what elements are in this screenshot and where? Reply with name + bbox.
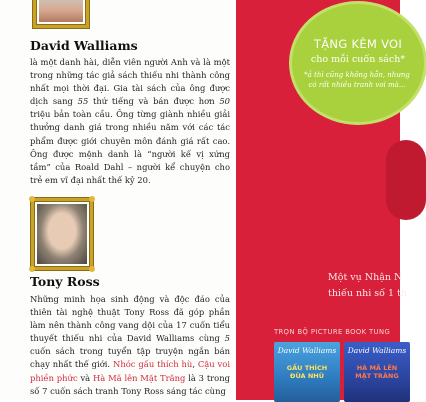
frame-ornament xyxy=(89,196,95,202)
book-author: David Walliams xyxy=(277,346,337,355)
series-label: TRỌN BỘ PICTURE BOOK TUNG xyxy=(274,328,391,336)
book-title: HÀ MÃ LÊN MẶT TRĂNG xyxy=(355,364,399,380)
author-bio xyxy=(30,293,230,398)
book-title-link[interactable]: Hà Mã lên Mặt Trăng xyxy=(92,372,186,383)
bio-text: thứ tiếng và bán được hơn xyxy=(88,96,220,107)
bio-text: là một danh hài, diễn viên người Anh và là một trong những tác giả sách thiếu nhi thành công nhất mọi thời đại. Gia tài sách của ông được dịch sang xyxy=(30,57,230,107)
bio-text: là 3 trong số 7 cuốn sách tranh Tony Ross sáng tác cùng xyxy=(30,372,230,396)
bio-text: cuốn sách trong tuyển tập truyện ngắn bán chạy nhất thế giới. xyxy=(30,346,230,370)
bio-number: 50 xyxy=(219,96,231,107)
right-page xyxy=(236,0,410,400)
author-photo-david-walliams xyxy=(33,0,89,28)
promo-badge xyxy=(292,4,424,122)
book-title: GẤU THÍCH ĐÙA NHÙ xyxy=(286,364,328,380)
promo-line: Một vụ Nhận N xyxy=(328,272,403,283)
frame-ornament xyxy=(29,196,35,202)
frame-ornament xyxy=(29,266,35,272)
bio-text: và xyxy=(77,372,93,383)
bio-text: , xyxy=(192,359,198,370)
badge-subtitle: cho mỗi cuốn sách* xyxy=(310,54,406,65)
author-name: David Walliams xyxy=(30,38,138,53)
promo-line: thiếu nhi số 1 th xyxy=(328,288,407,299)
bio-number: 55 xyxy=(77,96,89,107)
bio-number: 5 xyxy=(224,333,230,344)
book-title-link[interactable]: Nhóc gấu thích hù xyxy=(112,359,193,370)
book-cover xyxy=(344,342,410,402)
book-title-link[interactable]: Cậu voi phiền phức xyxy=(30,359,231,383)
portrait-image xyxy=(39,0,83,22)
elephant-illustration xyxy=(386,140,426,220)
bio-text: Những minh họa sinh động và độc đáo của thiên tài nghệ thuật Tony Ross đã góp phần làm nên thành công vang dội của 17 cuốn tiểu thuyết thiếu nhi của David Walliams cùng xyxy=(30,294,230,344)
badge-title: TẶNG KÈM VOI xyxy=(313,37,403,51)
book-cover xyxy=(274,342,340,402)
author-name: Tony Ross xyxy=(30,274,100,289)
author-photo-tony-ross xyxy=(31,198,93,270)
book-author: David Walliams xyxy=(347,346,407,355)
author-bio xyxy=(30,56,230,187)
promo-text xyxy=(328,270,407,302)
portrait-image xyxy=(37,204,87,264)
badge-note: *ả thì cũng không hẳn, nhưng có rất nhiều tranh voi mà... xyxy=(304,71,410,89)
bio-text: triệu bản toàn cầu. Ông từng giành nhiều giải thưởng danh giá trong nhiều năm với các tác phẩm được giới chuyên môn đánh giá rất cao. Ông được mệnh danh là “người kế vị xứng tầm” của Roald Dahl – người kể chuyện cho trẻ em vĩ đại nhất thế kỷ 20. xyxy=(30,109,230,185)
frame-ornament xyxy=(89,266,95,272)
